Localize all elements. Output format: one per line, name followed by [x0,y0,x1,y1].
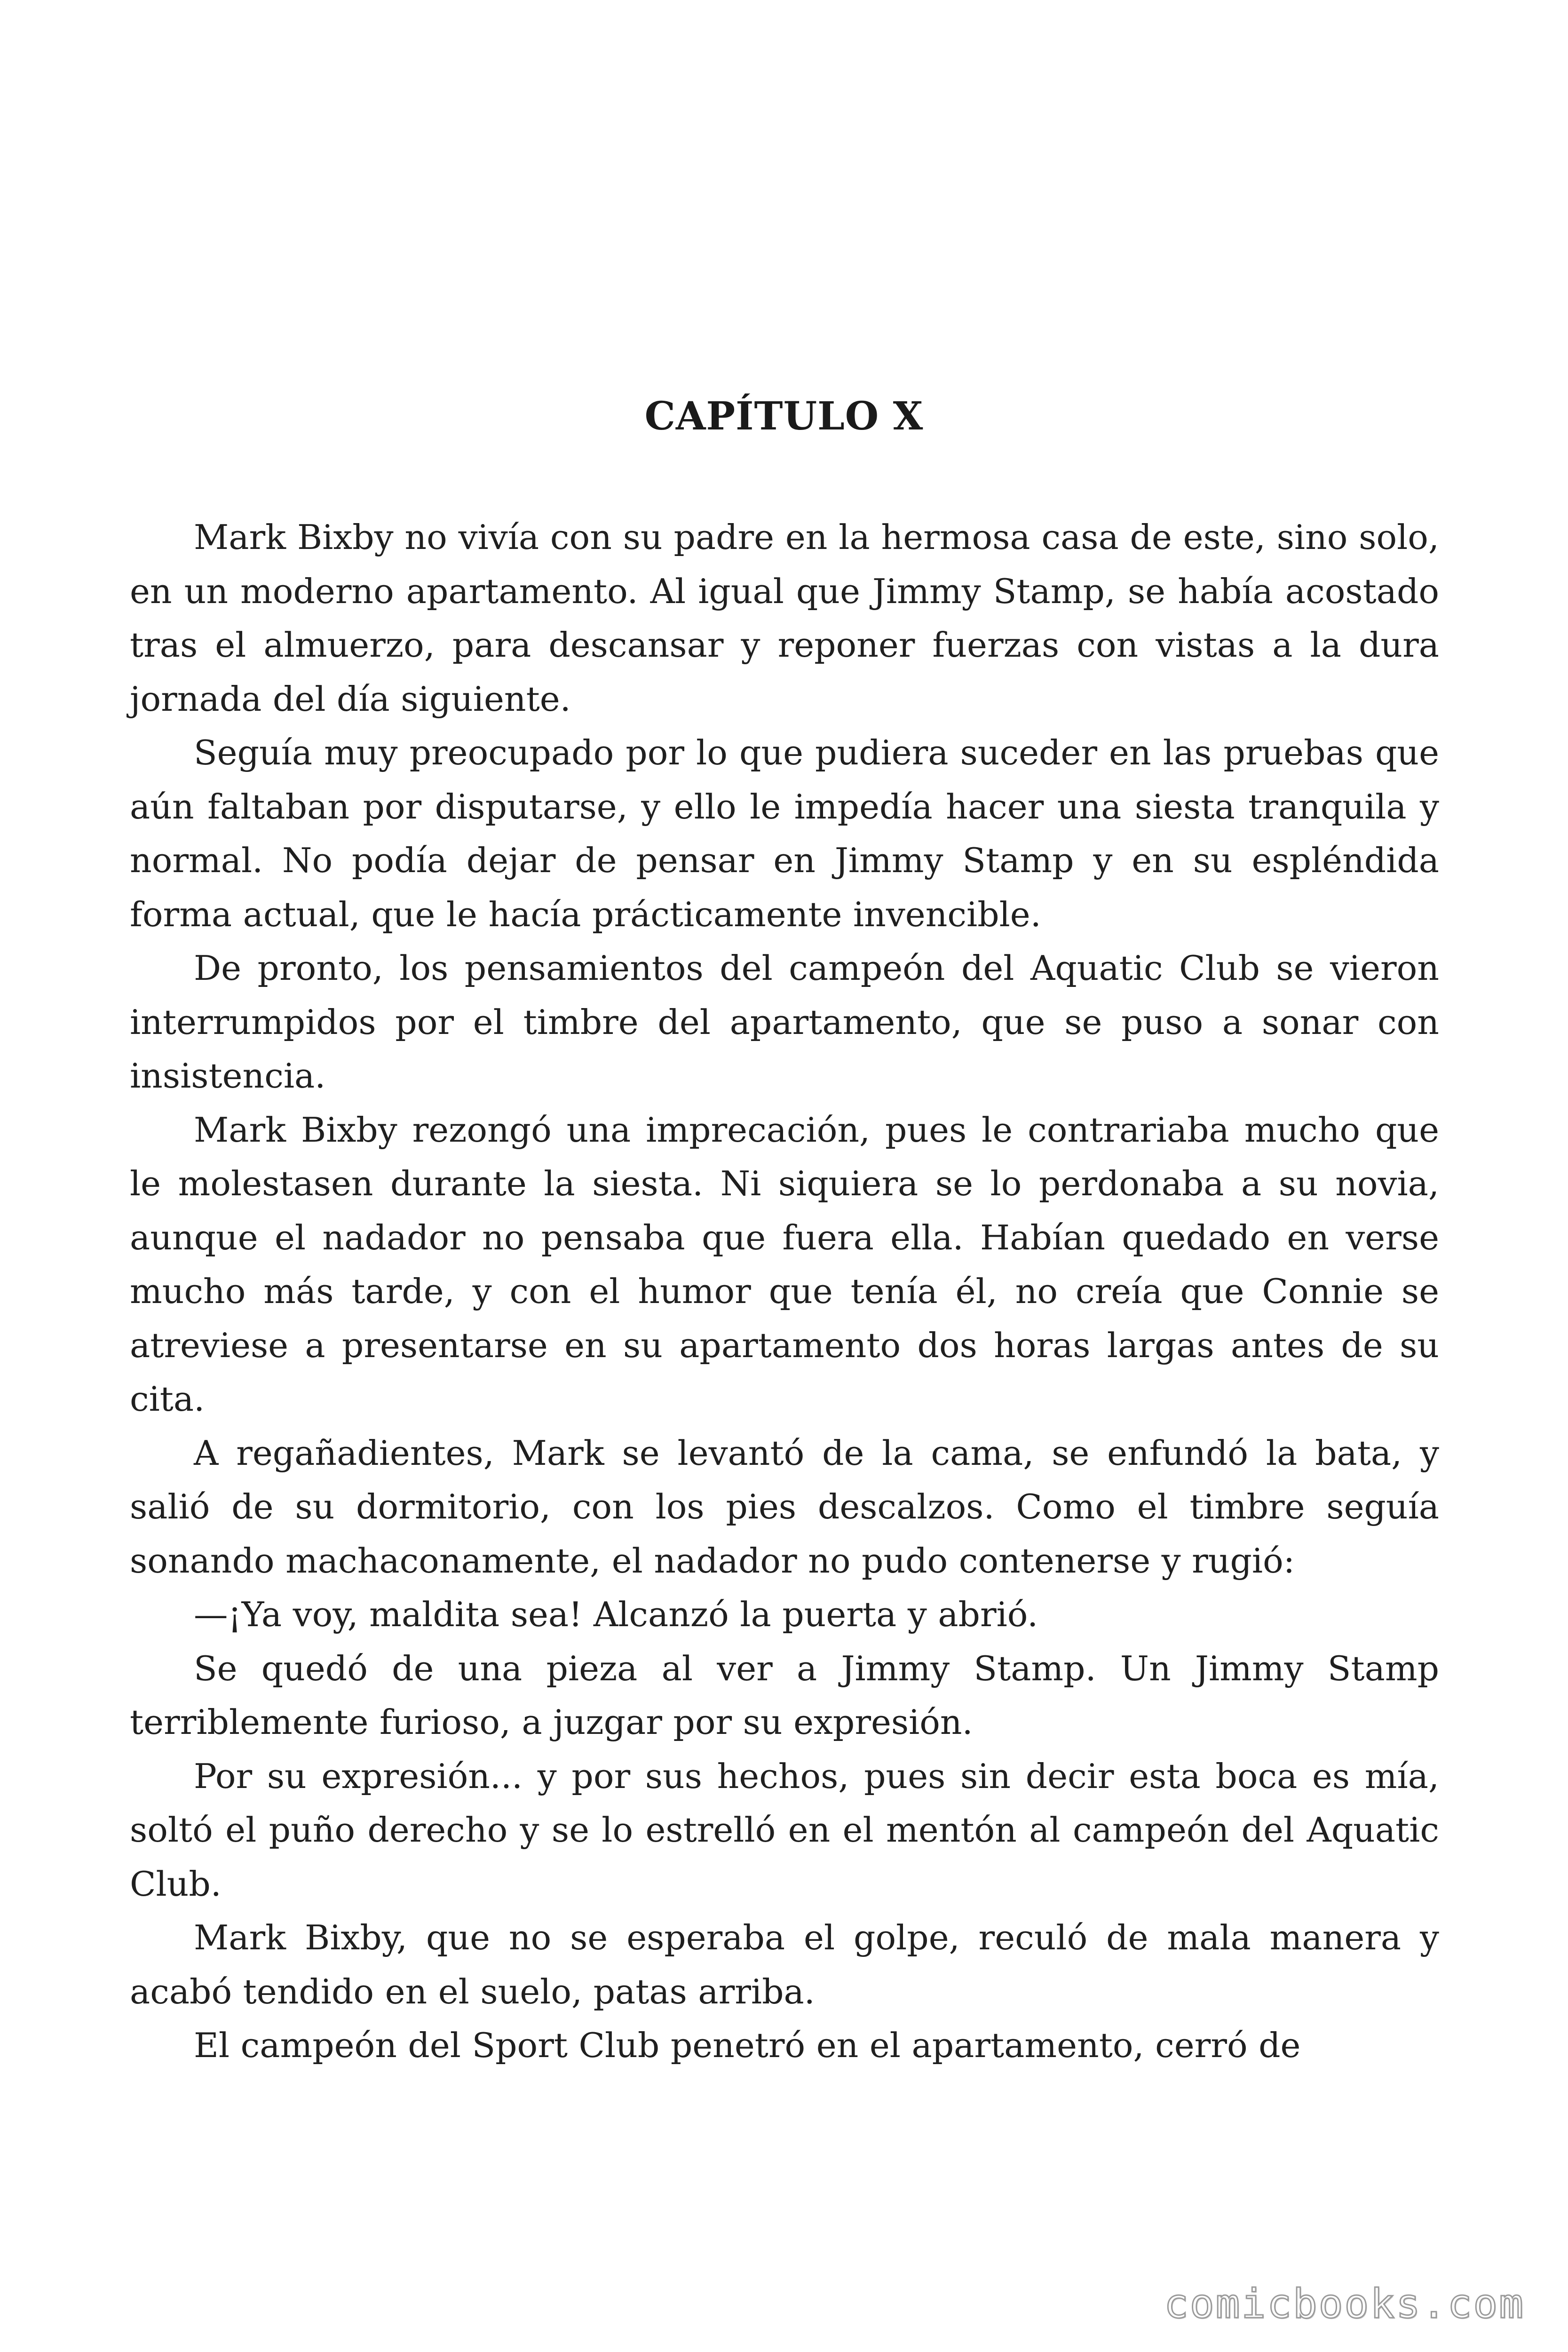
paragraph: —¡Ya voy, maldita sea! Alcanzó la puerta y abrió. [194,1595,1038,1635]
paragraph: De pronto, los pensamientos del campeón del Aquatic Club se vieron interrumpidos por el timbre del apartamento, que se puso a sonar con insistencia. [130,949,1439,1096]
paragraph: El campeón del Sport Club penetró en el apartamento, cerró de [194,2026,1301,2066]
paragraph: A regañadientes, Mark se levantó de la cama, se enfundó la bata, y salió de su dormitorio, con los pies descalzos. Como el timbre seguía sonando machaconamente, el nadador no pudo contenerse y rugió: [130,1433,1439,1581]
chapter-body [130,511,1439,2073]
chapter-title: CAPÍTULO X [644,393,924,439]
paragraph: Se quedó de una pieza al ver a Jimmy Stamp. Un Jimmy Stamp terriblemente furioso, a juzgar por su expresión. [130,1649,1439,1742]
paragraph: Mark Bixby, que no se esperaba el golpe, reculó de mala manera y acabó tendido en el suelo, patas arriba. [130,1918,1439,2012]
paragraph: Seguía muy preocupado por lo que pudiera suceder en las pruebas que aún faltaban por disputarse, y ello le impedía hacer una siesta tranquila y normal. No podía dejar de pensar en Jimmy Stamp y en su espléndida forma actual, que le hacía prácticamente invencible. [130,733,1439,935]
paragraph: Mark Bixby no vivía con su padre en la hermosa casa de este, sino solo, en un moderno apartamento. Al igual que Jimmy Stamp, se había acostado tras el almuerzo, para descansar y reponer fuerzas con vistas a la dura jornada del día siguiente. [130,518,1439,719]
paragraph: Mark Bixby rezongó una imprecación, pues le contrariaba mucho que le molestasen durante la siesta. Ni siquiera se lo perdonaba a su novia, aunque el nadador no pensaba que fuera ella. Habían quedado en verse mucho más tarde, y con el humor que tenía él, no creía que Connie se atreviese a presentarse en su apartamento dos horas largas antes de su cita. [130,1110,1439,1419]
watermark: comicbooks.com [1164,2280,1525,2328]
paragraph: Por su expresión... y por sus hechos, pues sin decir esta boca es mía, soltó el puño derecho y se lo estrelló en el mentón al campeón del Aquatic Club. [130,1756,1439,1904]
